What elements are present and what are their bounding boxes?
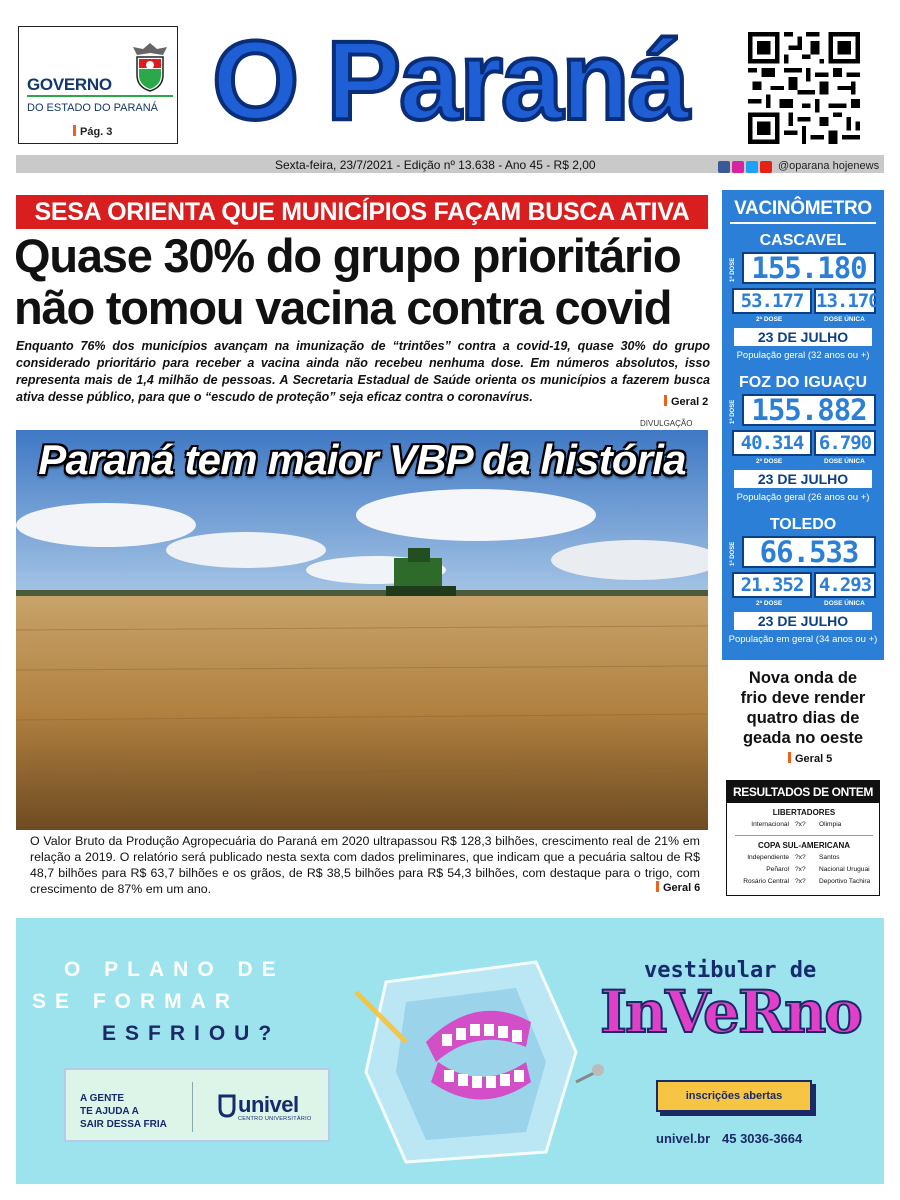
second-dose-count: 21.352 bbox=[732, 572, 812, 598]
lead-story-headline[interactable] bbox=[14, 230, 714, 334]
home-team: Independiente bbox=[747, 854, 789, 861]
away-team: Santos bbox=[819, 854, 840, 861]
match-score: ?x? bbox=[795, 854, 806, 861]
headline-line: Quase 30% do grupo prioritário bbox=[14, 229, 681, 282]
headline-line: não tomou vacina contra covid bbox=[14, 281, 672, 334]
government-subtitle: DO ESTADO DO PARANÁ bbox=[27, 102, 159, 114]
match-score: ?x? bbox=[795, 866, 806, 873]
facebook-icon[interactable] bbox=[718, 161, 730, 173]
headline-line: Nova onda de bbox=[748, 669, 858, 687]
single-dose-label: DOSE ÚNICA bbox=[824, 316, 865, 323]
away-team: Deportivo Tachira bbox=[819, 878, 871, 885]
second-dose-label: 2ª DOSE bbox=[756, 600, 783, 607]
marker-icon bbox=[656, 881, 659, 892]
marker-icon bbox=[73, 125, 76, 136]
headline-line: quatro dias de bbox=[746, 709, 860, 727]
parana-coat-of-arms-icon bbox=[127, 41, 173, 93]
ad-phone: 45 3036-3664 bbox=[722, 1131, 803, 1146]
photo-caption: O Valor Bruto da Produção Agropecuária do Paraná em 2020 ultrapassou R$ 128,3 bilhões, crescimento real de 21% em relação a 2019. O relatório será publicado nesta sexta com dados preliminares, que indicam que a pecuária saltou de R$ 48,7 bilhões para R$ 63,7 bilhões e os grãos, de R$ 38,5 bilhões para R$ 54,3 bilhões, com destaque para o trigo, com crescimento de 87% em um ano. bbox=[30, 834, 700, 896]
qr-code-icon[interactable] bbox=[748, 32, 860, 144]
edition-info: Sexta-feira, 23/7/2021 - Edição nº 13.638 - Ano 45 - R$ 2,00 bbox=[275, 158, 596, 172]
univel-card[interactable] bbox=[64, 1068, 330, 1142]
home-team: Rosário Central bbox=[743, 878, 789, 885]
match-score: ?x? bbox=[795, 821, 806, 828]
inscricoes-button[interactable]: inscrições abertas bbox=[656, 1080, 812, 1112]
social-links bbox=[718, 160, 772, 174]
away-team: Olimpia bbox=[819, 821, 842, 828]
match-score: ?x? bbox=[795, 878, 806, 885]
second-dose-label: 2ª DOSE bbox=[756, 316, 783, 323]
lead-story-ref[interactable] bbox=[664, 395, 708, 408]
update-date: 23 DE JULHO bbox=[734, 470, 872, 488]
vestibular-text: vestibular de bbox=[644, 958, 817, 983]
page-reference bbox=[73, 125, 112, 138]
side-story-ref[interactable] bbox=[788, 752, 832, 765]
univel-advertisement[interactable] bbox=[16, 918, 884, 1184]
univel-logo-subtitle: CENTRO UNIVERSITÁRIO bbox=[238, 1116, 312, 1122]
lead-story-kicker: SESA ORIENTA QUE MUNICÍPIOS FAÇAM BUSCA ATIVA bbox=[16, 195, 708, 229]
photo-story-ref[interactable] bbox=[656, 881, 700, 894]
page-ref-text: Pág. 3 bbox=[80, 126, 113, 138]
city-name: CASCAVEL bbox=[759, 232, 847, 249]
youtube-icon[interactable] bbox=[760, 161, 772, 173]
single-dose-count: 13.170 bbox=[816, 290, 879, 312]
first-dose-count: 66.533 bbox=[742, 536, 876, 568]
single-dose-label: DOSE ÚNICA bbox=[824, 458, 865, 465]
results-box bbox=[726, 780, 880, 896]
competition-name: LIBERTADORES bbox=[772, 808, 836, 817]
headline-line: frio deve render bbox=[740, 689, 866, 707]
first-dose-count: 155.180 bbox=[742, 252, 876, 284]
wheat-field-harvester-photo bbox=[16, 430, 708, 830]
single-dose-count: 6.790 bbox=[814, 430, 876, 456]
vaccinometer-panel bbox=[722, 190, 884, 660]
ref-text: Geral 6 bbox=[663, 882, 701, 894]
update-date: 23 DE JULHO bbox=[734, 612, 872, 630]
vaccinometer-title: VACINÔMETRO bbox=[734, 198, 872, 219]
second-dose-label: 2ª DOSE bbox=[756, 458, 783, 465]
home-team: Internacional bbox=[751, 821, 789, 828]
ad-line: ESFRIOU? bbox=[102, 1022, 281, 1045]
ref-text: Geral 5 bbox=[795, 753, 833, 765]
photo-credit: DIVULGAÇÃO bbox=[640, 419, 693, 428]
inverno-wordmark: InVeRno bbox=[600, 978, 861, 1046]
results-title: RESULTADOS DE ONTEM bbox=[727, 781, 879, 803]
lead-story-deck: Enquanto 76% dos municípios avançam na imunização de “trintões” contra a covid-19, quase 30% do grupo considerado prioritário para receber a vacina ainda não recebeu nenhuma dose. Em números absolutos, isso representa mais de 1,4 milhão de pessoas. A Secretaria Estadual de Saúde orienta os municípios a fazerem busca ativa desse público, para que o “escudo de proteção” seja eficaz contra o coronavírus. bbox=[16, 339, 710, 404]
divider bbox=[735, 835, 873, 836]
ref-text: Geral 2 bbox=[671, 396, 709, 408]
divider bbox=[192, 1082, 193, 1132]
first-dose-count: 155.882 bbox=[742, 394, 876, 426]
population-note: População em geral (34 anos ou +) bbox=[728, 634, 878, 645]
home-team: Peñarol bbox=[766, 866, 789, 873]
competition-name: COPA SUL-AMERICANA bbox=[758, 841, 850, 850]
single-dose-count: 4.293 bbox=[814, 572, 876, 598]
government-ad-box[interactable] bbox=[18, 26, 178, 144]
away-team: Nacional Uruguai bbox=[819, 866, 870, 873]
headline-line: geada no oeste bbox=[742, 729, 864, 747]
second-dose-count: 40.314 bbox=[732, 430, 812, 456]
first-dose-label: 1ª DOSE bbox=[730, 541, 736, 567]
photo-story-title[interactable]: Paraná tem maior VBP da história bbox=[38, 436, 686, 483]
population-note: População geral (26 anos ou +) bbox=[736, 492, 870, 503]
second-dose-count: 53.177 bbox=[732, 288, 812, 314]
city-name: TOLEDO bbox=[769, 516, 837, 533]
update-date: 23 DE JULHO bbox=[734, 328, 872, 346]
ad-help-line: SAIR DESSA FRIA bbox=[80, 1119, 167, 1130]
ice-cube-teeth-illustration bbox=[346, 932, 606, 1172]
divider bbox=[27, 95, 173, 97]
single-dose-label: DOSE ÚNICA bbox=[824, 600, 865, 607]
divider bbox=[730, 222, 876, 224]
city-name: FOZ DO IGUAÇU bbox=[739, 374, 867, 391]
newspaper-masthead: O Paraná bbox=[212, 18, 688, 143]
social-handle[interactable]: @oparana hojenews bbox=[778, 160, 880, 172]
univel-logo: univel bbox=[238, 1092, 299, 1117]
ad-help-text bbox=[80, 1092, 167, 1131]
ad-help-line: A GENTE bbox=[80, 1093, 125, 1104]
government-title: GOVERNO bbox=[27, 75, 112, 94]
ad-line: O PLANO DE bbox=[64, 958, 285, 981]
marker-icon bbox=[788, 752, 791, 763]
twitter-icon[interactable] bbox=[746, 161, 758, 173]
ad-line: SE FORMAR bbox=[32, 990, 239, 1013]
first-dose-label: 1ª DOSE bbox=[730, 399, 736, 425]
ad-url-link[interactable]: univel.br bbox=[656, 1131, 711, 1146]
univel-logo-icon bbox=[218, 1094, 236, 1118]
instagram-icon[interactable] bbox=[732, 161, 744, 173]
marker-icon bbox=[664, 395, 667, 406]
first-dose-label: 1ª DOSE bbox=[730, 257, 736, 283]
ad-help-line: TE AJUDA A bbox=[80, 1106, 139, 1117]
population-note: População geral (32 anos ou +) bbox=[736, 350, 870, 361]
side-story-headline[interactable] bbox=[722, 668, 884, 748]
